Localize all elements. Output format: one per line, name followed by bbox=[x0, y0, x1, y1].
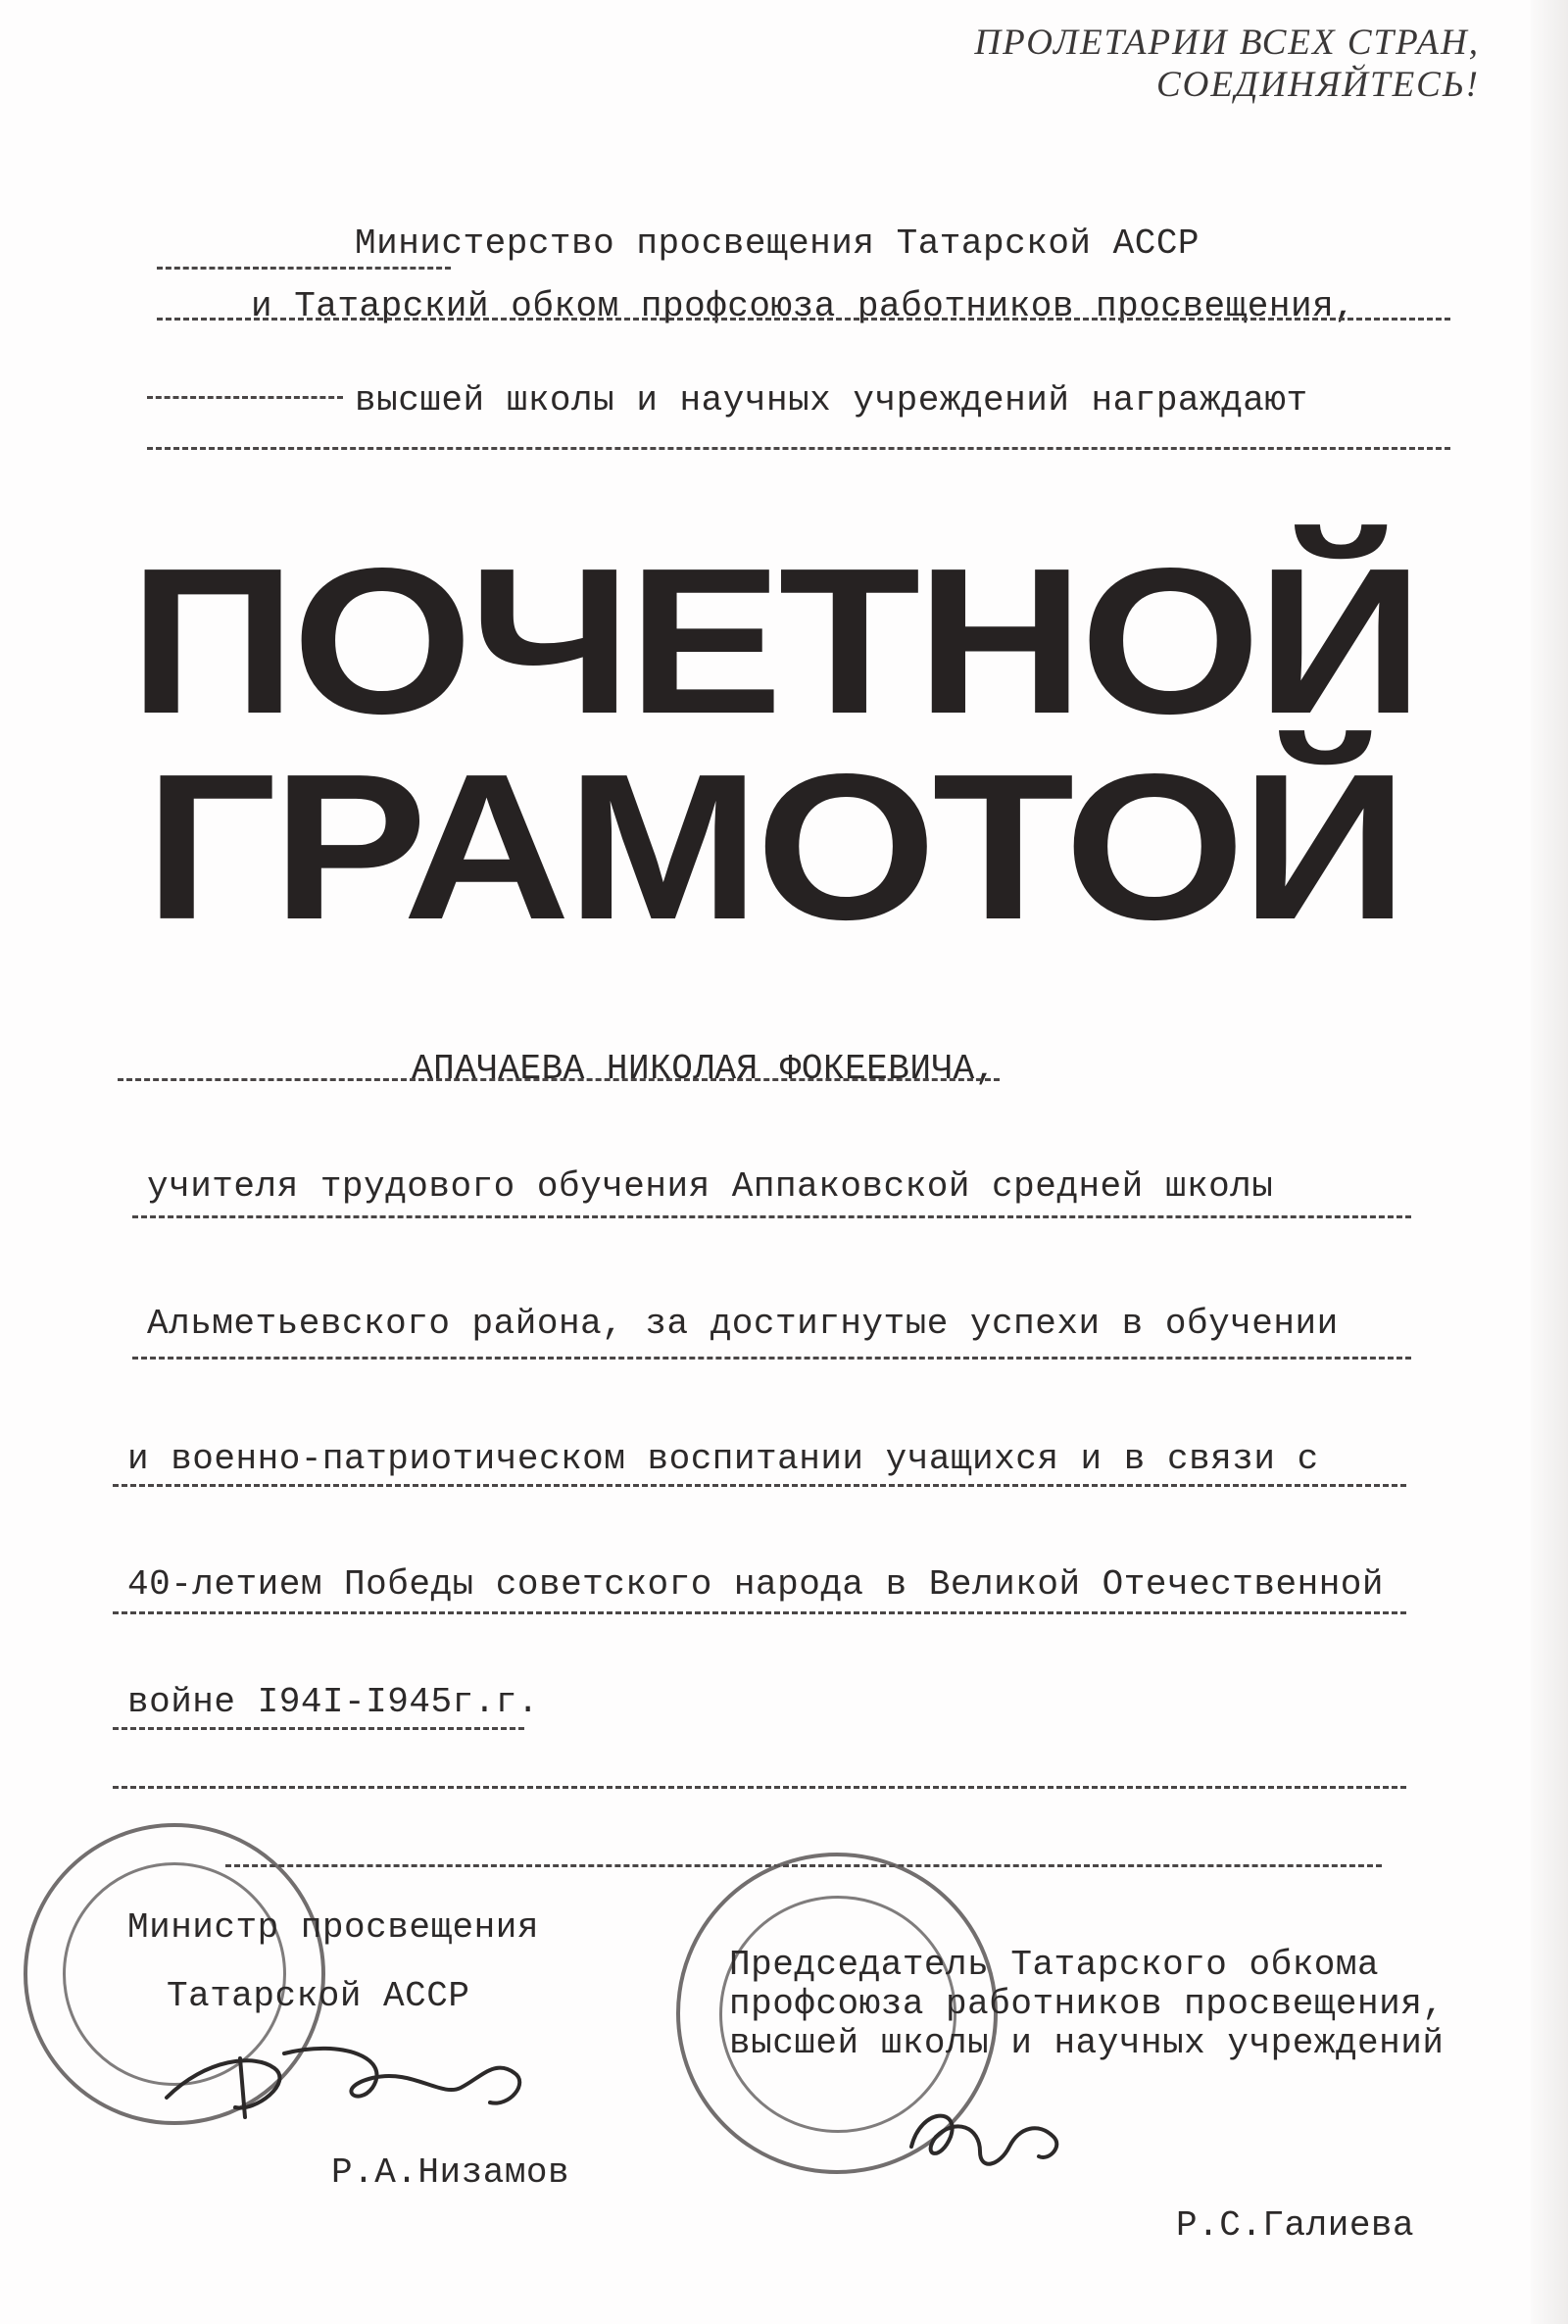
body-line-2: Альметьевского района, за достигнутые успехи в обучении bbox=[147, 1304, 1339, 1344]
left-signatory-title-2: Татарской АССР bbox=[167, 1976, 470, 2016]
right-signature bbox=[882, 2078, 1107, 2196]
recipient-name: АПАЧАЕВА НИКОЛАЯ ФОКЕЕВИЧА, bbox=[412, 1049, 997, 1089]
recipient-underline bbox=[118, 1078, 1000, 1081]
motto: ПРОЛЕТАРИИ ВСЕХ СТРАН, СОЕДИНЯЙТЕСЬ! bbox=[974, 23, 1480, 105]
body-underline-3 bbox=[113, 1484, 1406, 1487]
certificate-title-line-1: ПОЧЕТНОЙ bbox=[128, 524, 1420, 757]
left-signatory-name: Р.А.Низамов bbox=[331, 2152, 570, 2193]
header-line-2: и Татарский обком профсоюза работников просвещения, bbox=[251, 286, 1356, 326]
body-line-3: и военно-патриотическом воспитании учащихся и в связи с bbox=[127, 1439, 1319, 1479]
certificate-title-line-2: ГРАМОТОЙ bbox=[144, 730, 1404, 963]
header-underline-1 bbox=[157, 267, 451, 270]
right-signatory-name: Р.С.Галиева bbox=[1176, 2205, 1415, 2246]
header-underline-3a bbox=[147, 396, 343, 399]
body-underline-1 bbox=[132, 1215, 1411, 1218]
body-line-4: 40-летием Победы советского народа в Великой Отечественной bbox=[127, 1564, 1385, 1605]
body-underline-5b bbox=[113, 1786, 1406, 1789]
right-signatory-title-1: Председатель Татарского обкома bbox=[729, 1945, 1380, 1985]
left-signature-stroke bbox=[167, 2049, 519, 2117]
body-underline-4 bbox=[113, 1611, 1406, 1614]
left-signatory-title-1: Министр просвещения bbox=[127, 1907, 539, 1948]
right-signatory-title-2: профсоюза работников просвещения, bbox=[729, 1984, 1445, 2024]
header-underline-2 bbox=[157, 318, 1450, 321]
body-line-1: учителя трудового обучения Аппаковской средней школы bbox=[147, 1166, 1274, 1207]
body-underline-5a bbox=[113, 1727, 524, 1730]
left-signature bbox=[147, 2019, 559, 2137]
header-line-1: Министерство просвещения Татарской АССР bbox=[355, 223, 1200, 264]
right-signature-stroke bbox=[911, 2116, 1056, 2164]
body-underline-2 bbox=[132, 1357, 1411, 1360]
scan-edge-shadow bbox=[1531, 0, 1568, 2324]
body-line-5: войне I94I-I945г.г. bbox=[127, 1682, 539, 1722]
header-line-3: высшей школы и научных учреждений награждают bbox=[355, 380, 1308, 420]
header-underline-3b bbox=[147, 447, 1450, 450]
right-signatory-title-3: высшей школы и научных учреждений bbox=[729, 2023, 1445, 2063]
